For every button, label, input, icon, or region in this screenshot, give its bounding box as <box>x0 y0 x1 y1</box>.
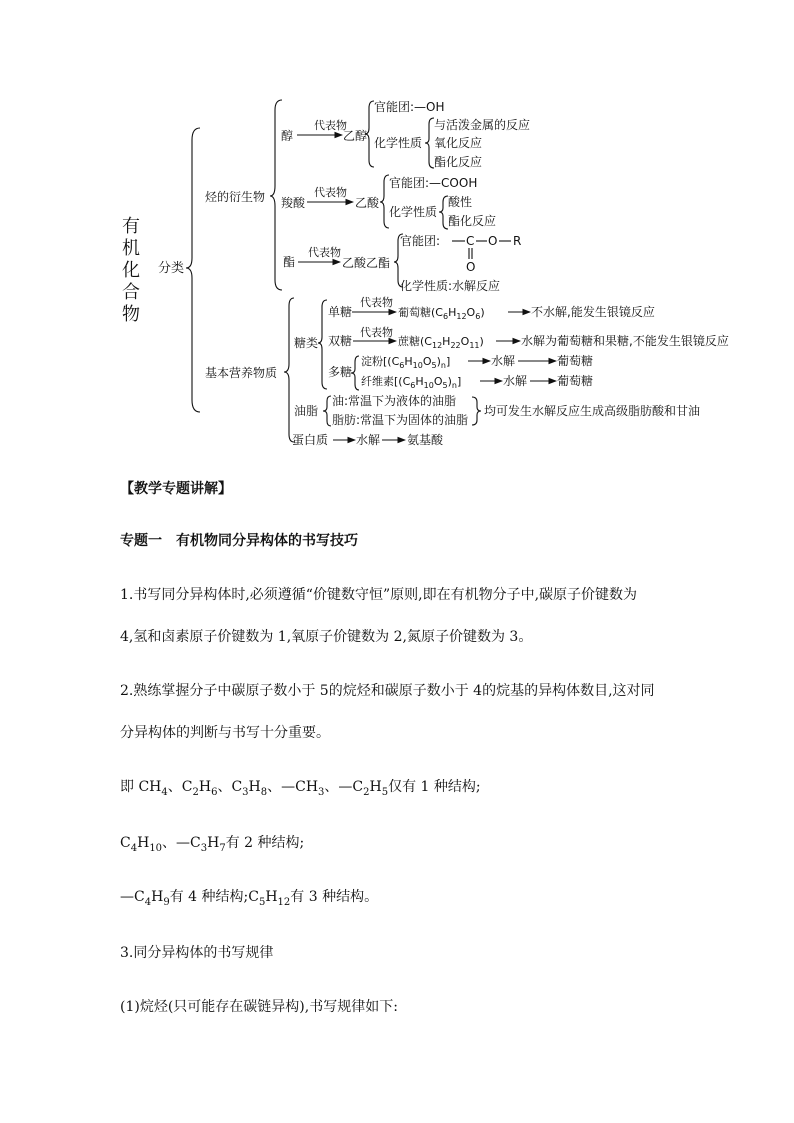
alcohol-prop-3: 酯化反应 <box>434 155 483 169</box>
ester-fg-label: 官能团: <box>400 234 441 248</box>
poly-brace <box>351 356 359 390</box>
sugar-label: 糖类 <box>294 336 319 350</box>
mono-result: 不水解,能发生银镜反应 <box>531 305 655 319</box>
starch-step: 水解 <box>491 354 516 368</box>
section-heading: 【教学专题讲解】 <box>120 481 232 497</box>
acid-prop-1: 酸性 <box>448 195 473 209</box>
alcohol-props-brace <box>425 118 434 168</box>
alcohol-rep-label: 代表物 <box>314 119 347 132</box>
protein-result: 氨基酸 <box>407 433 444 447</box>
alcohol-fg: 官能团:—OH <box>374 100 445 114</box>
ester-fg-c: C <box>466 234 475 248</box>
acid-chem-label: 化学性质 <box>389 205 438 219</box>
ester-fg-o: O <box>488 234 498 248</box>
ester-rep-label: 代表物 <box>308 246 341 259</box>
acid-brace <box>380 175 389 228</box>
fat-result: 均可发生水解反应生成高级脂肪酸和甘油 <box>484 404 701 418</box>
formula-line-2: $C_4H_{10}$、$—C_3H_7$有 2 种结构; <box>120 835 305 854</box>
di-result: 水解为葡萄糖和果糖,不能发生银镜反应 <box>521 334 729 348</box>
paragraph-1-line-2: 4,氢和卤素原子价键数为 1,氧原子价键数为 2,氮原子价键数为 3。 <box>120 629 533 645</box>
mono-rep-label: 代表物 <box>360 296 393 309</box>
starch-formula: 淀粉$[(C_6H_{10}O_5)_n]$ <box>361 355 451 370</box>
alcohol-prop-1: 与活泼金属的反应 <box>434 118 531 132</box>
ester-compound: 乙酸乙酯 <box>342 256 391 270</box>
sugar-brace <box>318 300 327 389</box>
ester-fg-o-below: O <box>466 260 476 274</box>
alcohol-prop-2: 氧化反应 <box>434 136 483 150</box>
di-label: 双糖 <box>328 334 353 348</box>
alcohol-chem-label: 化学性质 <box>374 136 423 150</box>
fat-brace <box>323 396 331 426</box>
di-formula: 蔗糖$(C_{12}H_{22}O_{11})$ <box>398 335 484 350</box>
starch-result: 葡萄糖 <box>557 354 594 368</box>
formula-line-1: 即 $CH_4$、$C_2H_6$、$C_3H_8$、$—CH_3$、$—C_2H_5$仅有 1 种结构; <box>120 779 481 798</box>
fat-oil: 油:常温下为液体的油脂 <box>332 394 457 408</box>
paragraph-4: (1)烷烃(只可能存在碳链异构),书写规律如下: <box>120 999 398 1015</box>
cellulose-step: 水解 <box>503 374 528 388</box>
di-rep-label: 代表物 <box>360 326 393 339</box>
nutrition-brace <box>284 298 294 442</box>
protein-step: 水解 <box>356 433 381 447</box>
root-char-3: 化 <box>122 260 140 281</box>
acid-props-brace <box>439 196 448 229</box>
poly-label: 多糖 <box>328 365 353 379</box>
protein-label: 蛋白质 <box>292 433 329 447</box>
mono-formula: 葡萄糖$(C_6H_{12}O_6)$ <box>398 306 485 321</box>
alcohol-compound: 乙醇 <box>343 129 368 143</box>
acid-rep-label: 代表物 <box>314 186 347 199</box>
paragraph-1-line-1: 1.书写同分异构体时,必须遵循“价键数守恒”原则,即在有机物分子中,碳原子价键数为 <box>120 587 638 603</box>
topic-title: 专题一 有机物同分异构体的书写技巧 <box>120 533 358 549</box>
classify-label: 分类 <box>158 261 185 276</box>
ester-chem: 化学性质:水解反应 <box>400 279 501 293</box>
ester-label: 酯 <box>283 255 296 269</box>
root-char-1: 有 <box>122 216 140 237</box>
acid-label: 羧酸 <box>281 196 306 210</box>
main-brace <box>186 128 200 412</box>
ester-fg-r: R <box>513 234 522 248</box>
alcohol-label: 醇 <box>281 129 294 143</box>
formula-line-3: $—C_4H_9$有 4 种结构$;C_5H_{12}$有 3 种结构。 <box>120 889 379 908</box>
derivative-label: 烃的衍生物 <box>205 190 266 204</box>
paragraph-3: 3.同分异构体的书写规律 <box>120 945 274 961</box>
fat-label: 油脂 <box>294 404 319 418</box>
paragraph-2-line-2: 分异构体的判断与书写十分重要。 <box>120 725 330 741</box>
fat-right-brace <box>472 397 481 425</box>
acid-compound: 乙酸 <box>355 196 380 210</box>
cellulose-formula: 纤维素$[(C_6H_{10}O_5)_n]$ <box>361 375 462 390</box>
alcohol-brace <box>365 101 374 167</box>
root-char-5: 物 <box>122 304 140 325</box>
acid-fg: 官能团:—COOH <box>389 176 478 190</box>
mono-label: 单糖 <box>328 305 353 319</box>
organic-compound-classification-diagram <box>0 0 794 460</box>
cellulose-result: 葡萄糖 <box>557 374 594 388</box>
paragraph-2-line-1: 2.熟练掌握分子中碳原子数小于 5的烷烃和碳原子数小于 4的烷基的异构体数目,这对同 <box>120 683 655 699</box>
root-char-4: 合 <box>122 282 140 303</box>
fat-fat: 脂肪:常温下为固体的油脂 <box>332 413 469 427</box>
acid-prop-2: 酯化反应 <box>448 214 497 228</box>
root-char-2: 机 <box>122 238 140 259</box>
nutrition-label: 基本营养物质 <box>205 366 278 380</box>
